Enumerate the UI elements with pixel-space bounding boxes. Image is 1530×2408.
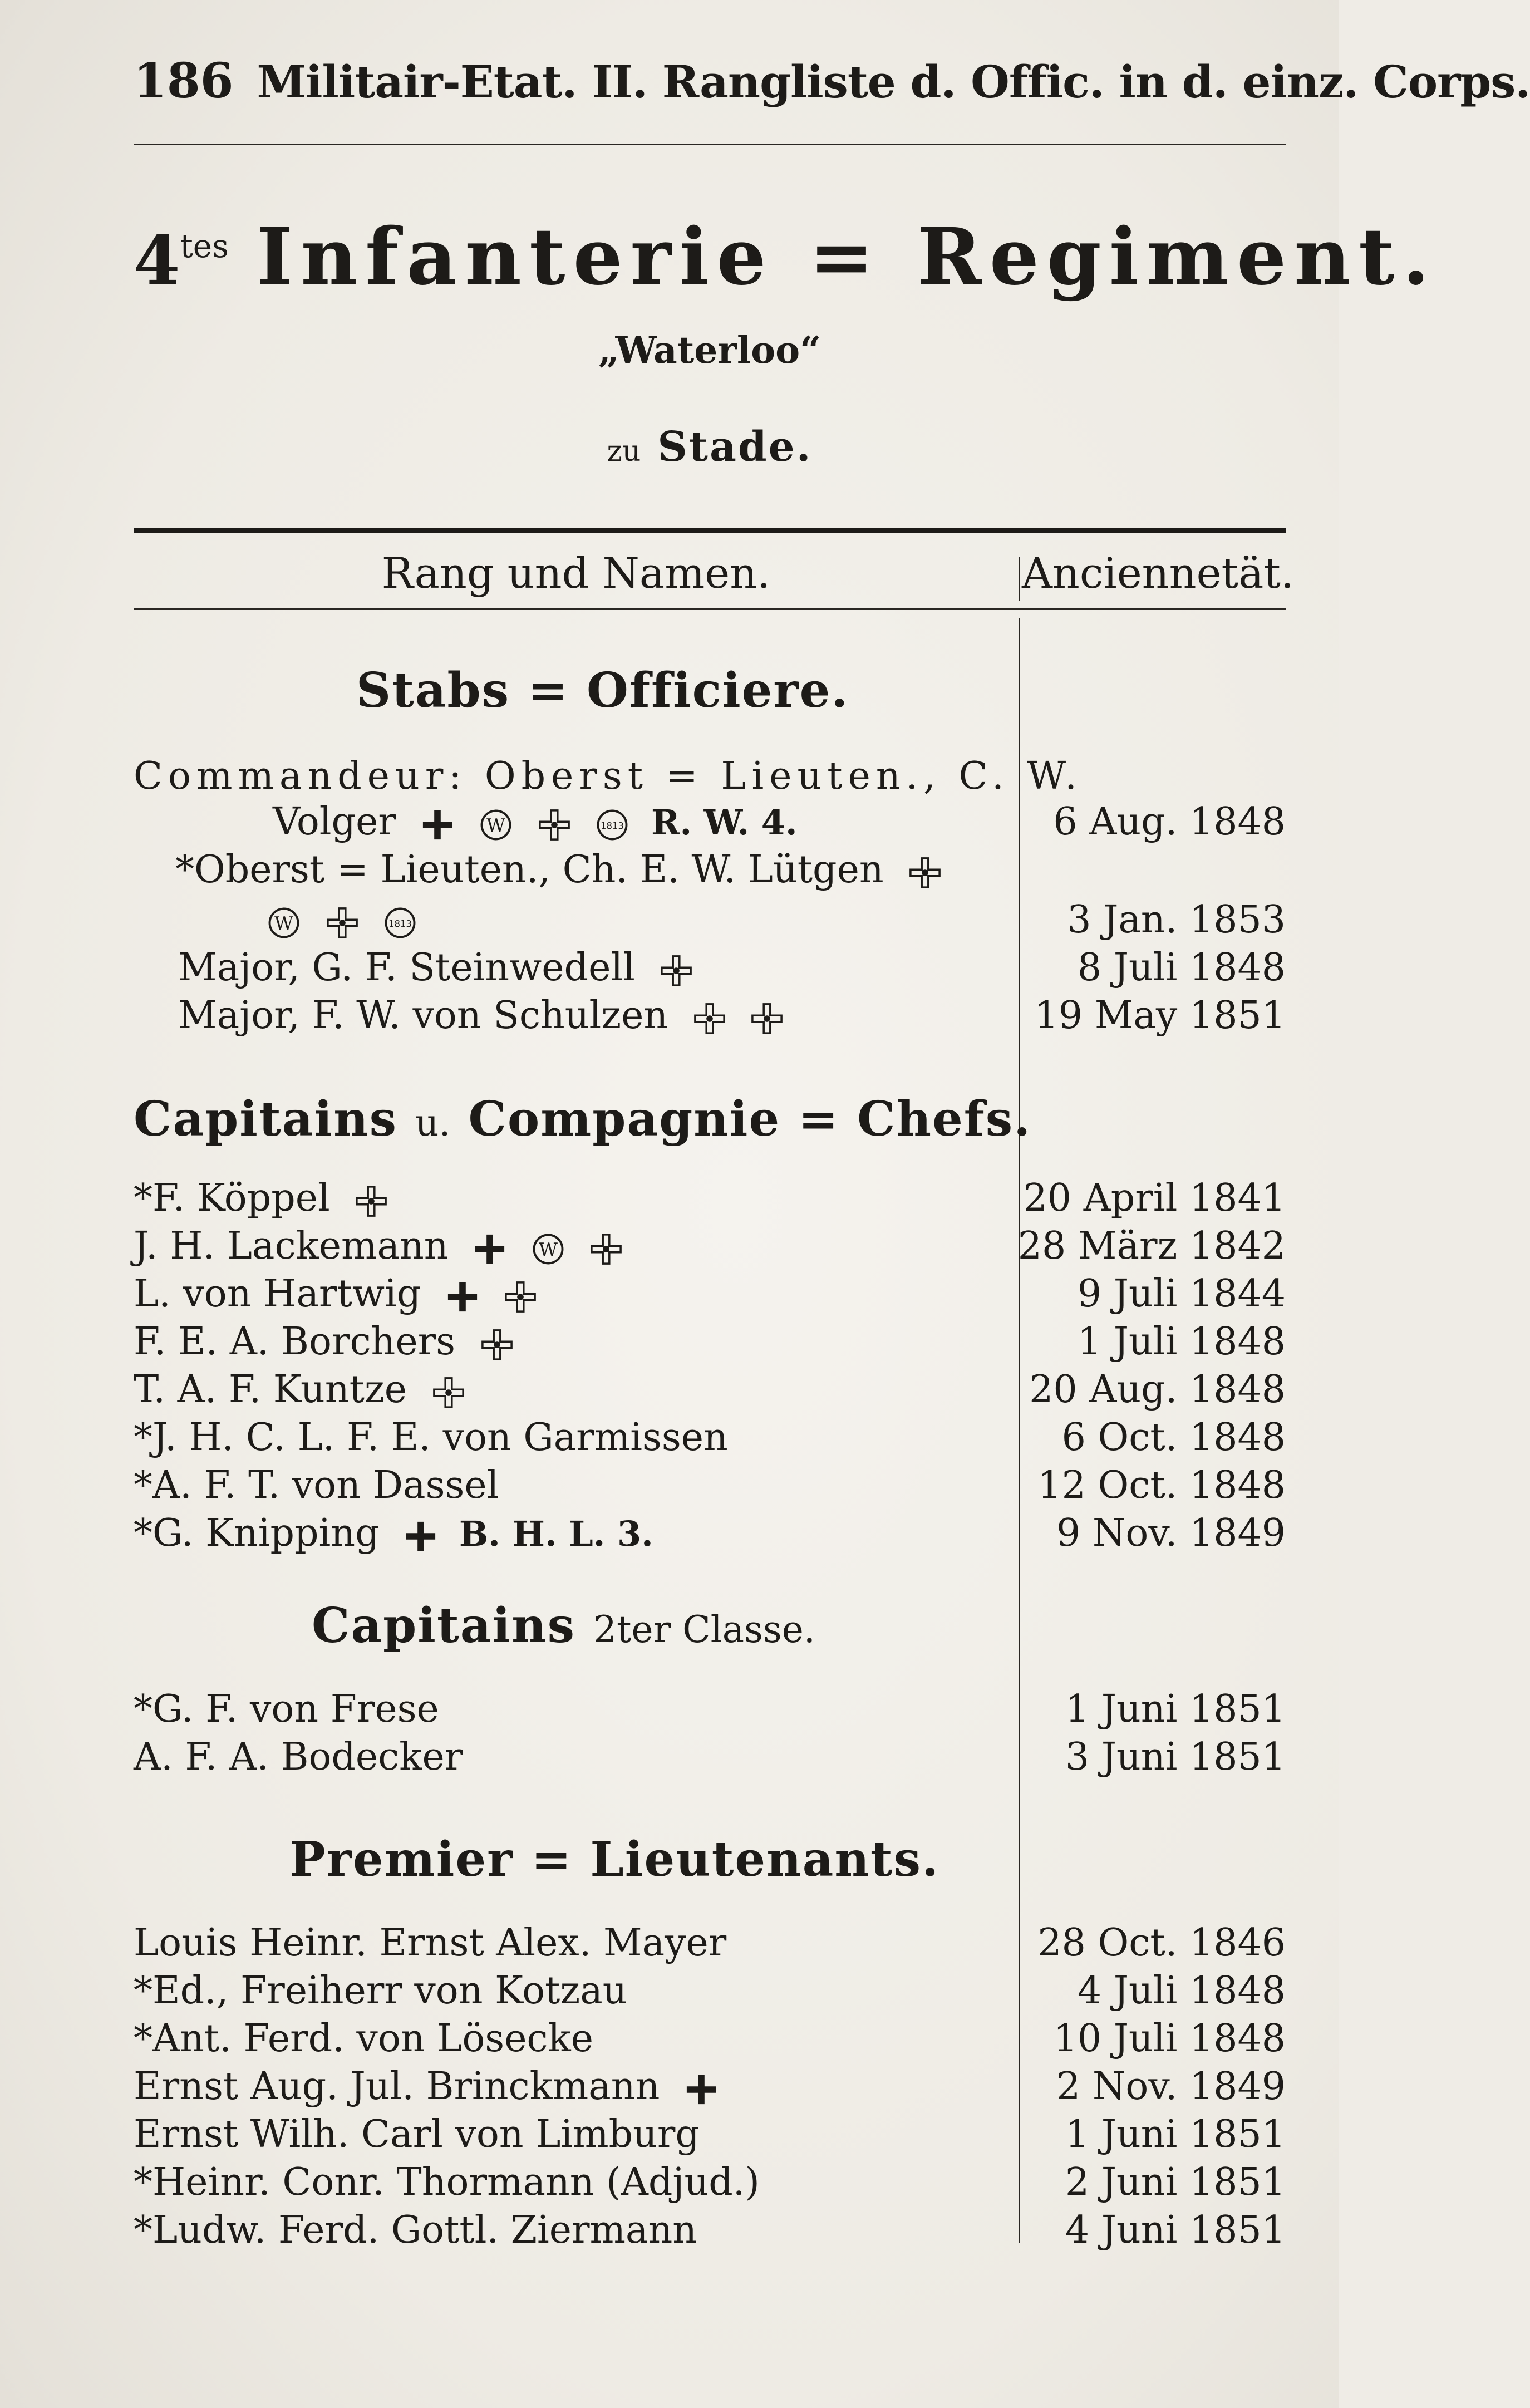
officer-name: *Oberst = Lieuten., Ch. E. W. Lütgen — [175, 848, 884, 892]
table-row — [134, 1414, 1291, 1462]
table-row — [134, 2159, 1291, 2206]
regiment-title — [134, 212, 1438, 306]
regiment-name: Infanterie = Regiment. — [256, 212, 1438, 303]
officer-name: Ernst Aug. Jul. Brinckmann — [134, 2065, 660, 2109]
seniority-date: 28 März 1842 — [1017, 1224, 1286, 1268]
table-row — [134, 798, 1291, 846]
cross-outline-icon — [909, 857, 941, 889]
officer-entry — [178, 992, 783, 1040]
officer-name: J. H. Lackemann — [134, 1224, 449, 1268]
officer-name: *G. Knipping — [134, 1511, 380, 1555]
header-column-divider — [1019, 557, 1020, 601]
seniority-date: 12 Oct. 1848 — [1037, 1463, 1286, 1507]
regiment-number: 4 — [134, 222, 180, 300]
seniority-date: 1 Juni 1851 — [1065, 2112, 1286, 2156]
seniority-date: 10 Juli 1848 — [1053, 2017, 1286, 2061]
table-row — [134, 1174, 1291, 1222]
regiment-location — [134, 423, 1286, 471]
officer-entry — [134, 1510, 653, 1558]
cross-decoration-icon — [421, 809, 454, 841]
seniority-date: 4 Juni 1851 — [1065, 2208, 1286, 2252]
section-title-captains-second-class — [312, 1598, 815, 1654]
officer-entry — [175, 846, 941, 894]
decoration-tag: B. H. L. 3. — [459, 1513, 653, 1554]
officer-name: *A. F. T. von Dassel — [134, 1463, 499, 1507]
officer-name: *Ludw. Ferd. Gottl. Ziermann — [134, 2208, 697, 2252]
cross-outline-icon — [355, 1185, 387, 1217]
seniority-date: 3 Jan. 1853 — [1067, 898, 1286, 942]
cross-outline-icon — [751, 1002, 783, 1035]
cross-outline-icon — [504, 1281, 537, 1313]
seniority-date: 9 Juli 1844 — [1077, 1272, 1286, 1316]
cross-decoration-icon — [474, 1233, 506, 1265]
section-title-part: 2ter Classe. — [593, 1608, 815, 1651]
cross-decoration-icon — [446, 1281, 479, 1313]
table-row — [134, 2063, 1291, 2111]
cross-decoration-icon — [405, 1520, 437, 1552]
section-title-premier-lieutenants: Premier = Lieutenants. — [289, 1831, 940, 1888]
seniority-date: 8 Juli 1848 — [1077, 946, 1286, 990]
table-row — [134, 992, 1291, 1040]
medal-1813-icon — [596, 808, 629, 842]
decoration-tag: R. W. 4. — [651, 802, 798, 843]
table-row — [134, 1967, 1291, 2015]
svg-text:W: W — [486, 814, 506, 836]
table-header-rule — [134, 608, 1286, 610]
seniority-date: 1 Juli 1848 — [1077, 1320, 1286, 1364]
location-prefix: zu — [607, 435, 641, 468]
table-top-rule — [134, 528, 1286, 533]
table-row — [134, 2111, 1291, 2159]
section-title-staff: Stabs = Officiere. — [356, 662, 849, 719]
officer-entry — [267, 896, 417, 944]
seniority-date: 6 Aug. 1848 — [1053, 800, 1286, 844]
seniority-date: 6 Oct. 1848 — [1061, 1416, 1286, 1459]
table-row — [134, 1462, 1291, 1510]
officer-name: Ernst Wilh. Carl von Limburg — [134, 2112, 700, 2156]
table-row — [134, 1366, 1291, 1414]
officer-name: *G. F. von Frese — [134, 1687, 439, 1731]
header-rule — [134, 144, 1286, 145]
table-row — [134, 2015, 1291, 2063]
section-title-part: Capitains — [312, 1598, 576, 1654]
officer-name: *Ant. Ferd. von Lösecke — [134, 2017, 593, 2061]
officer-name: *Ed., Freiherr von Kotzau — [134, 1969, 627, 2013]
svg-text:1813: 1813 — [601, 820, 624, 831]
seniority-date: 3 Juni 1851 — [1065, 1735, 1286, 1779]
officer-entry — [134, 1318, 513, 1366]
seniority-date: 4 Juli 1848 — [1077, 1969, 1286, 2013]
section-title-captains — [134, 1091, 1031, 1147]
officer-entry — [134, 1270, 537, 1318]
table-row — [134, 1222, 1291, 1270]
table-row — [134, 944, 1291, 992]
officer-name: Louis Heinr. Ernst Alex. Mayer — [134, 1921, 727, 1965]
seniority-date: 19 May 1851 — [1034, 994, 1286, 1038]
cross-outline-icon — [693, 1002, 726, 1035]
officer-entry — [273, 798, 798, 847]
officer-entry — [178, 944, 692, 992]
page-number: 186 — [134, 53, 234, 109]
officer-entry — [134, 1174, 387, 1222]
seniority-date: 28 Oct. 1846 — [1037, 1921, 1286, 1965]
svg-text:W: W — [538, 1238, 558, 1260]
running-head — [134, 53, 1530, 120]
running-title: Militair-Etat. II. Rangliste d. Offic. in d. einz. Corps. — [257, 56, 1530, 108]
location-city: Stade. — [657, 423, 813, 471]
table-row — [134, 1510, 1291, 1557]
cross-outline-icon — [660, 955, 692, 987]
svg-text:1813: 1813 — [388, 918, 412, 929]
seniority-date: 1 Juni 1851 — [1065, 1687, 1286, 1731]
table-row — [134, 1919, 1291, 1967]
cross-outline-icon — [538, 809, 570, 841]
officer-name: F. E. A. Borchers — [134, 1320, 455, 1364]
cross-outline-icon — [326, 907, 358, 939]
cross-outline-icon — [432, 1377, 465, 1409]
section-title-part: Compagnie = Chefs. — [468, 1091, 1032, 1147]
w-medal-icon — [479, 808, 513, 842]
w-medal-icon — [267, 906, 301, 940]
regiment-number-suffix: tes — [180, 227, 229, 265]
officer-name: Major, F. W. von Schulzen — [178, 994, 668, 1038]
officer-name: L. von Hartwig — [134, 1272, 421, 1316]
cross-decoration-icon — [685, 2073, 717, 2106]
officer-name: T. A. F. Kuntze — [134, 1368, 407, 1412]
officer-name: Major, G. F. Steinwedell — [178, 946, 635, 990]
section-title-part: u. — [415, 1102, 451, 1144]
svg-text:W: W — [274, 912, 293, 934]
seniority-date: 20 April 1841 — [1023, 1176, 1286, 1220]
table-row — [134, 1318, 1291, 1366]
seniority-date: 20 Aug. 1848 — [1029, 1368, 1286, 1412]
cross-outline-icon — [590, 1233, 622, 1265]
seniority-date: 9 Nov. 1849 — [1056, 1511, 1286, 1555]
table-row — [134, 1733, 1291, 1781]
table-row — [134, 1270, 1291, 1318]
medal-1813-icon — [383, 906, 417, 940]
table-row — [134, 1685, 1291, 1733]
seniority-date: 2 Juni 1851 — [1065, 2160, 1286, 2204]
officer-name: *Heinr. Conr. Thormann (Adjud.) — [134, 2160, 760, 2204]
table-row — [134, 753, 1291, 800]
officer-entry — [134, 2063, 717, 2111]
officer-name: *J. H. C. L. F. E. von Garmissen — [134, 1416, 728, 1459]
officer-entry — [134, 1222, 622, 1270]
regiment-nickname: „Waterloo“ — [598, 328, 821, 372]
officer-name: *F. Köppel — [134, 1176, 330, 1220]
officer-name: Commandeur: Oberst = Lieuten., C. W. — [134, 754, 1083, 798]
table-row — [134, 846, 1291, 894]
column-header-seniority: Anciennetät. — [1022, 548, 1295, 598]
table-row — [134, 896, 1291, 944]
section-title-part: Capitains — [134, 1091, 398, 1147]
seniority-date: 2 Nov. 1849 — [1056, 2065, 1286, 2109]
table-row — [134, 2206, 1291, 2254]
column-header-rank: Rang und Namen. — [381, 548, 771, 598]
cross-outline-icon — [481, 1329, 513, 1361]
officer-name: A. F. A. Bodecker — [134, 1735, 463, 1779]
officer-name: Volger — [273, 800, 396, 844]
w-medal-icon — [532, 1232, 565, 1266]
officer-entry — [134, 1366, 465, 1414]
